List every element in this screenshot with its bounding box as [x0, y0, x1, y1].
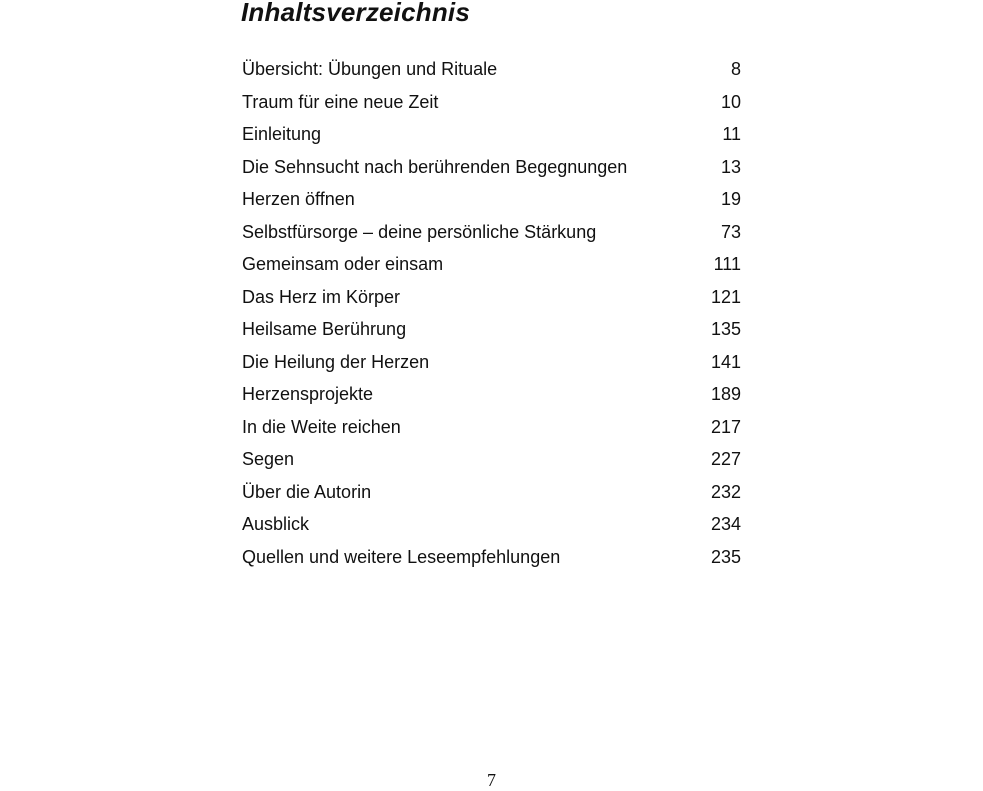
toc-entry — [242, 313, 741, 346]
toc-entry-title: Herzensprojekte — [242, 384, 374, 404]
toc-entry-page: 73 — [720, 221, 741, 242]
toc-entry-page: 8 — [730, 59, 741, 79]
toc-entry-page: 135 — [710, 319, 741, 339]
toc-entry-page: 234 — [710, 514, 741, 534]
toc-entry-page: 10 — [720, 91, 741, 112]
toc-entry-page: 141 — [710, 351, 741, 372]
toc-entry-title: Einleitung — [242, 124, 322, 144]
toc-entry-page: 227 — [710, 449, 741, 469]
toc-entry — [242, 118, 741, 151]
toc-entry-title: Herzen öffnen — [242, 189, 355, 209]
toc-entry-title: Das Herz im Körper — [242, 286, 401, 307]
toc-entry-title: Übersicht: Übungen und Rituale — [242, 59, 498, 79]
toc-entry — [242, 346, 741, 379]
page-number: 7 — [487, 770, 496, 790]
toc-entry-title: In die Weite reichen — [242, 416, 401, 437]
toc-entry-title: Selbstfürsorge – deine persönliche Stärkung — [242, 221, 597, 242]
toc-entry — [242, 183, 741, 216]
toc-entry-page: 189 — [710, 384, 741, 404]
table-of-contents — [242, 53, 741, 573]
toc-entry — [242, 281, 741, 314]
toc-entry — [242, 53, 741, 86]
toc-entry — [242, 476, 741, 509]
toc-entry — [242, 411, 741, 444]
toc-entry-title: Heilsame Berührung — [242, 319, 407, 339]
toc-entry-title: Quellen und weitere Leseempfehlungen — [242, 546, 561, 567]
toc-entry-title: Segen — [242, 449, 295, 469]
toc-entry — [242, 86, 741, 119]
toc-entry-title: Gemeinsam oder einsam — [242, 254, 444, 274]
toc-entry — [242, 378, 741, 411]
toc-entry-page: 232 — [710, 481, 741, 502]
toc-entry — [242, 151, 741, 184]
toc-entry-title: Ausblick — [242, 514, 310, 534]
toc-entry-page: 121 — [710, 286, 741, 307]
toc-entry — [242, 443, 741, 476]
toc-entry-page: 235 — [710, 546, 741, 567]
toc-entry — [242, 541, 741, 574]
toc-entry-page: 11 — [722, 124, 741, 144]
toc-entry — [242, 508, 741, 541]
toc-entry-title: Die Heilung der Herzen — [242, 351, 430, 372]
toc-entry — [242, 248, 741, 281]
toc-entry — [242, 216, 741, 249]
toc-entry-page: 19 — [720, 189, 741, 209]
toc-entry-title: Über die Autorin — [242, 481, 372, 502]
toc-entry-page: 217 — [710, 416, 741, 437]
toc-entry-page: 111 — [713, 254, 741, 274]
page-title: Inhaltsverzeichnis — [241, 0, 471, 27]
toc-entry-page: 13 — [720, 156, 741, 177]
toc-entry-title: Traum für eine neue Zeit — [242, 91, 439, 112]
toc-entry-title: Die Sehnsucht nach berührenden Begegnungen — [242, 156, 628, 177]
